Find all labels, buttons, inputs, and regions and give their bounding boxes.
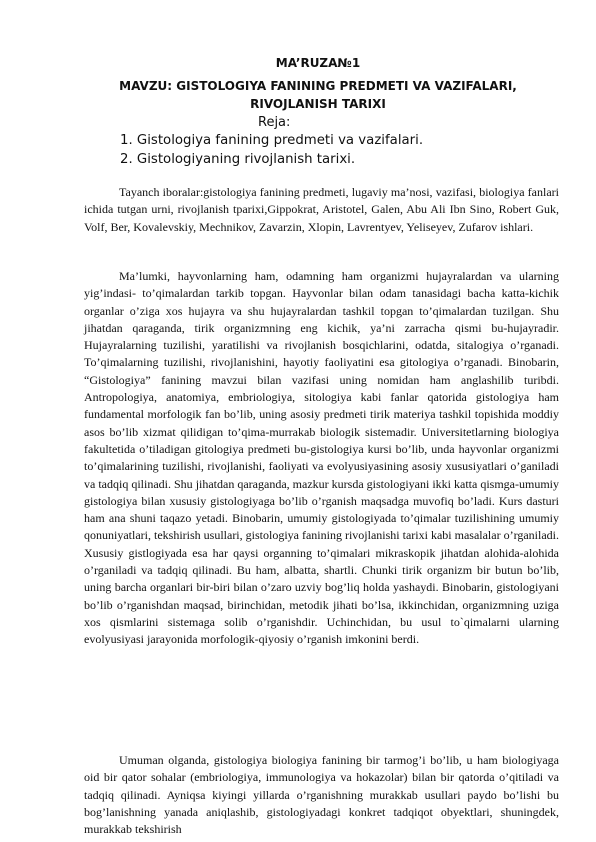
body-paragraph: Umuman olganda, gistologiya biologiya fanining bir tarmog’i bo’lib, u ham biologiyaga oid bir qator sohalar (embriologiya, immunologiya va hokazolar) bilan bir qatorda o’qitiladi va tadqiq qilinadi. Ayniqsa kiyingi yillarda o’rganishning murakkab usullari paydo bo’lishi bu bog’lanishning yanada aniqlashib, gistologiyadagi konkret tadqiqot obyektlari, shuningdek, murakkab tekshirish (84, 753, 559, 837)
plan-item: 1. Gistologiya fanining predmeti va vazifalari. (120, 133, 424, 148)
lecture-title: MA’RUZA№1 (275, 56, 361, 70)
key-terms-paragraph: Tayanch iboralar:gistologiya fanining predmeti, lugaviy ma’nosi, vazifasi, biologiya fanlari ichida tutgan urni, rivojlanish tparixi,Gippokrat, Aristotel, Galen, Abu Ali Ibn Sino, Robert Guk, Volf, Ber, Kovalevskiy, Mechnikov, Zavarzin, Xlopin, Lavrentyev, Yeliseyev, Zufarov ishlari. (84, 185, 559, 234)
body-paragraph: Ma’lumki, hayvonlarning ham, odamning ham organizmi hujayralardan va ularning yig’indasi- to’qimalardan tarkib topgan. Hayvonlar bilan odam tanasidagi bacha katta-kichik organlar o’ziga xos hujayra va shu hujayralardan tashkil topgan to’qimalardan tuzilgan. Shu jihatdan qaraganda, tirik organizmning eng kichik, ya’ni zarracha qismi bu-hujayradir. Hujayralarning tuzilishi, yaratilishi va rivojlanish bosqichlarini, odatda, sitalogiya o’rganadi. To’qimalarning tuzilishi, rivojlanishini, hayotiy faoliyatini esa gitologiya o’rganadi. Binobarin, “Gistologiya” fanining mavzui bilan vazifasi uning nomidan ham anglashilib turibdi. Antropologiya, anatomiya, embriologiya, sitologiya kabi fanlar qatorida gistologiya ham fundamental morfologik fan bo’lib, uning asosiy predmeti tirik materiya tashkil topishida moddiy asos bo’lib xizmat qilidigan to’qima-murrakab biologik sistemadir. Universitetlarning biologiya fakultetida o’tiladigan gitologiya predmeti bu-gistologiya kursi bo’lib, unda hayvonlar organizmi to’qimalarining tuzilishi, rivojlanishi, faoliyati va evolyusiyasining asosiy xususiyatlari o’ganiladi va tadqiq qilinadi. Shu jihatdan qaraganda, mazkur kursda gistologiyani ikki katta qismga-umumiy gistologiya bilan xususiy gistologiyaga bo’lib o’rganish maqsadga muvofiq bo’ladi. Kurs dasturi ham ana shuni taqazo yetadi. Binobarin, umumiy gistologiyada to’qimalar tuzilishining umumiy qonuniyatlari, tekshirish usullari, gistologiya fanining rivojlanishi tarixi kabi masalalar o’rganiladi. Xususiy gistlogiyada esa har qaysi organning to’qimalari mikraskopik jihatdan alohida-alohida o’rganiladi va tadqiq qilinadi. Bu ham, albatta, shartli. Chunki tirik organizm bir butun bo’lib, uning barcha organlari bir-biri bilan o’zaro uzviy bog’liq holda yashaydi. Binobarin, gistologiyani bo’lib o’rganishdan maqsad, birinchidan, metodik jihati bo’lsa, ikkinchidan, organizmning uziga xos qismlarini sistemaga solib o’rganishdir. Uchinchidan, bu usul to`qimalarni ularning evolyusiyasi jarayonida morfologik-qiyosiy o’rganish imkonini berdi. (84, 269, 560, 647)
plan-heading: Reja: (258, 115, 291, 130)
topic-line-1: MAVZU: GISTOLOGIYA FANINING PREDMETI VA VAZIFALARI, (119, 79, 517, 93)
topic-line-2: RIVOJLANISH TARIXI (250, 97, 386, 111)
plan-item: 2. Gistologiyaning rivojlanish tarixi. (120, 152, 356, 167)
lecture-topic (60, 77, 576, 113)
